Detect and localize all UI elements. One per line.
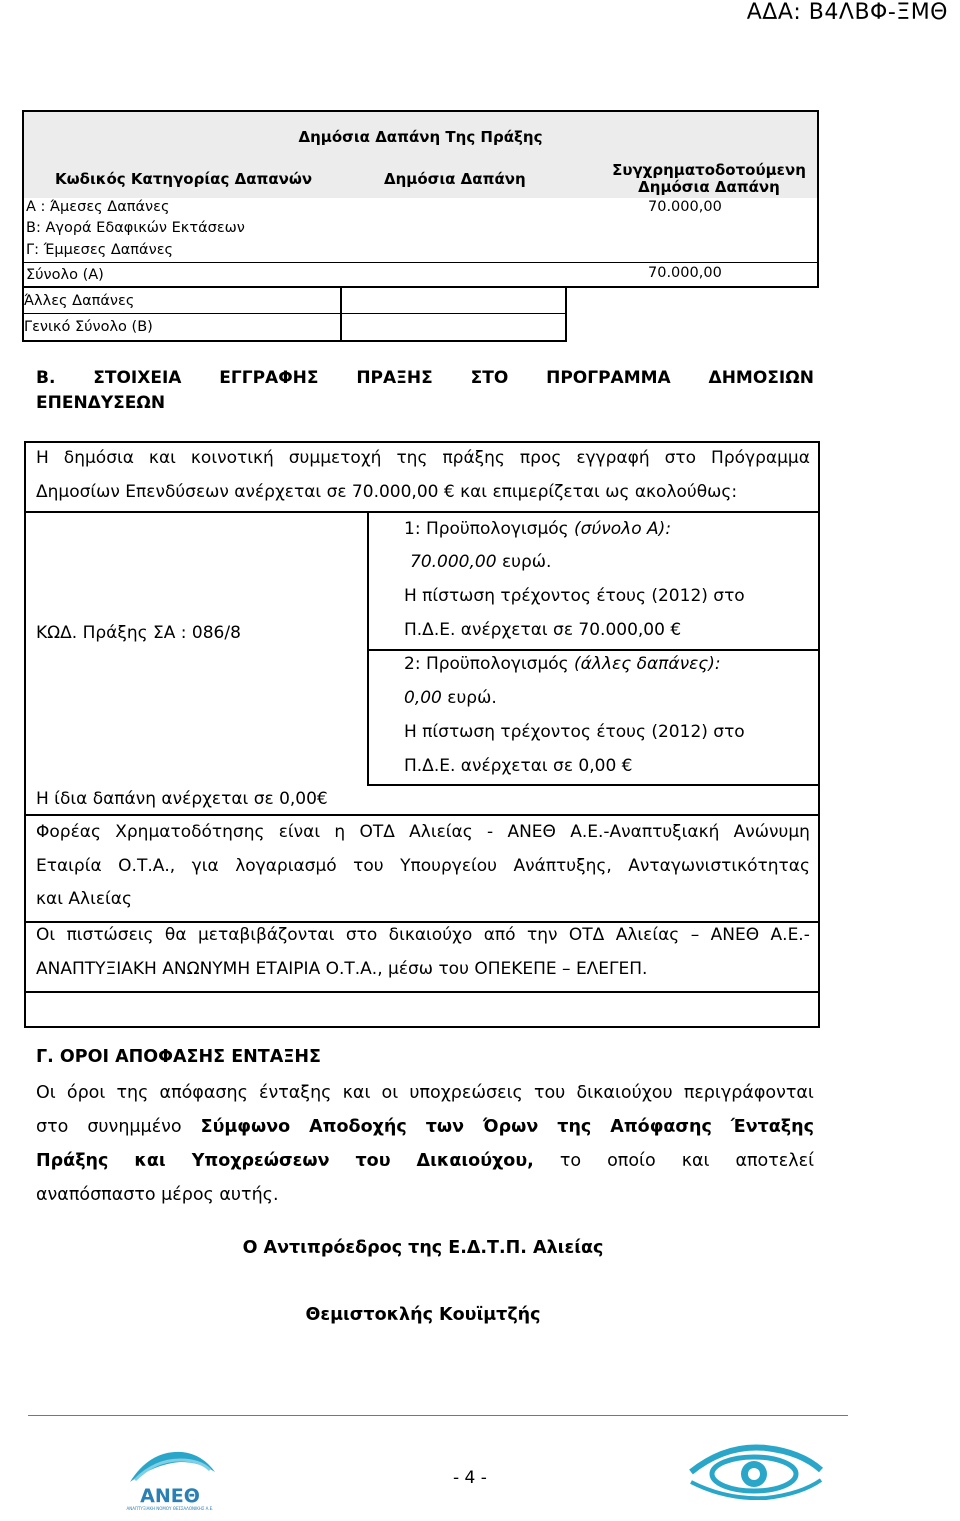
hr-budget-end bbox=[367, 784, 820, 786]
public-expenditure-table bbox=[22, 110, 819, 288]
funder-line3: και Αλιείας bbox=[36, 889, 132, 909]
funder-line2: Εταιρία Ο.Τ.Α., για λογαριασμό του Υπουργείου Ανάπτυξης, Ανταγωνιστικότητας bbox=[36, 856, 810, 876]
hr-kod-end bbox=[26, 814, 818, 816]
table-extension-bottom bbox=[22, 340, 567, 342]
budget1-amount: 70.000,00 ευρώ. bbox=[410, 552, 552, 572]
row-label-total-a: Σύνολο (Α) bbox=[26, 267, 104, 283]
signature-name: Θεμιστοκλής Κουϊμτζής bbox=[305, 1305, 541, 1325]
table-divider bbox=[24, 262, 817, 263]
table-extension-divider bbox=[22, 313, 567, 314]
hr-intro bbox=[26, 511, 818, 513]
signature-title: Ο Αντιπρόεδρος της Ε.Δ.Τ.Π. Αλιείας bbox=[242, 1238, 604, 1258]
funder-line1: Φορέας Χρηματοδότησης είναι η ΟΤΔ Αλιείας - ΑΝΕΘ Α.Ε.-Αναπτυξιακή Ανώνυμη bbox=[36, 822, 810, 842]
registration-box bbox=[24, 441, 820, 1028]
row-value-total-a: 70.000,00 bbox=[648, 265, 722, 281]
section-c-line2: στο συνημμένο Σύμφωνο Αποδοχής των Όρων της Απόφασης Ένταξης bbox=[36, 1117, 814, 1137]
section-c-line3: Πράξης και Υποχρεώσεων του Δικαιούχου, το οποίο και αποτελεί bbox=[36, 1151, 814, 1171]
row-label-c: Γ: Έμμεσες Δαπάνες bbox=[26, 242, 174, 258]
budget2-amount: 0,00 ευρώ. bbox=[404, 688, 497, 708]
row-value-a: 70.000,00 bbox=[648, 199, 722, 215]
budget1-credit: Η πίστωση τρέχοντος έτους (2012) στο bbox=[404, 586, 745, 606]
hr-budget-split bbox=[367, 649, 820, 651]
col-cofinanced-header: Συγχρηματοδοτούμενη Δημόσια Δαπάνη bbox=[612, 161, 806, 196]
row-label-other: Άλλες Δαπάνες bbox=[24, 293, 135, 309]
section-b-heading: Β. ΣΤΟΙΧΕΙΑ ΕΓΓΡΑΦΗΣ ΠΡΑΞΗΣ ΣΤΟ ΠΡΟΓΡΑΜΜΑ ΔΗΜΟΣΙΩΝ bbox=[36, 368, 814, 388]
intro-line1: Η δημόσια και κοινοτική συμμετοχή της πράξης προς εγγραφή στο Πρόγραμμα bbox=[36, 448, 810, 468]
budget2-pde: Π.Δ.Ε. ανέρχεται σε 0,00 € bbox=[404, 756, 633, 776]
row-label-b: Β: Αγορά Εδαφικών Εκτάσεων bbox=[26, 220, 245, 236]
row-label-grand-total: Γενικό Σύνολο (Β) bbox=[24, 319, 153, 335]
section-c-line4: αναπόσπαστο μέρος αυτής. bbox=[36, 1185, 279, 1205]
vr-split bbox=[367, 511, 369, 785]
aneth-logo bbox=[120, 1442, 220, 1512]
page-number: - 4 - bbox=[453, 1468, 487, 1488]
aneth-logo-text: ΑΝΕΘ bbox=[140, 1485, 200, 1507]
ada-code: ΑΔΑ: Β4ΛΒΦ-ΞΜΘ bbox=[746, 0, 948, 25]
hr-credits-end bbox=[26, 991, 818, 993]
hr-funder-end bbox=[26, 921, 818, 923]
budget1-title: 1: Προϋπολογισμός (σύνολο Α): bbox=[404, 519, 672, 539]
section-c-line1: Οι όροι της απόφασης ένταξης και οι υποχρεώσεις του δικαιούχου περιγράφονται bbox=[36, 1083, 814, 1103]
intro-line2: Δημοσίων Επενδύσεων ανέρχεται σε 70.000,00 € και επιμερίζεται ως ακολούθως: bbox=[36, 482, 738, 502]
section-c-title: Γ. ΟΡΟΙ ΑΠΟΦΑΣΗΣ ΕΝΤΑΞΗΣ bbox=[36, 1047, 321, 1067]
eye-icon bbox=[686, 1442, 826, 1500]
aneth-logo-icon bbox=[120, 1442, 220, 1512]
budget1-pde: Π.Δ.Ε. ανέρχεται σε 70.000,00 € bbox=[404, 620, 682, 640]
col-category-header: Κωδικός Κατηγορίας Δαπανών bbox=[55, 170, 313, 188]
kod-label: ΚΩΔ. Πράξης ΣΑ : 086/8 bbox=[36, 623, 241, 643]
row-label-a: Α : Άμεσες Δαπάνες bbox=[26, 199, 170, 215]
budget2-title: 2: Προϋπολογισμός (άλλες δαπάνες): bbox=[404, 654, 721, 674]
section-b-heading-line2: ΕΠΕΝΔΥΣΕΩΝ bbox=[36, 393, 166, 413]
table-extension-box bbox=[340, 286, 567, 342]
eye-logo bbox=[686, 1442, 826, 1500]
budget2-credit: Η πίστωση τρέχοντος έτους (2012) στο bbox=[404, 722, 745, 742]
aneth-logo-sub: ΑΝΑΠΤΥΞΙΑΚΗ ΝΟΜΟΥ ΘΕΣΣΑΛΟΝΙΚΗΣ Α.Ε. bbox=[126, 1506, 214, 1511]
same-cost: Η ίδια δαπάνη ανέρχεται σε 0,00€ bbox=[36, 789, 328, 809]
table-caption: Δημόσια Δαπάνη Της Πράξης bbox=[298, 128, 543, 146]
col-public-header: Δημόσια Δαπάνη bbox=[384, 170, 526, 188]
credits-line2: ΑΝΑΠΤΥΞΙΑΚΗ ΑΝΩΝΥΜΗ ΕΤΑΙΡΙΑ Ο.Τ.Α., μέσω του ΟΠΕΚΕΠΕ – ΕΛΕΓΕΠ. bbox=[36, 959, 648, 979]
credits-line1: Οι πιστώσεις θα μεταβιβάζονται στο δικαιούχο από την ΟΤΔ Αλιείας – ΑΝΕΘ Α.Ε.- bbox=[36, 925, 810, 945]
footer-rule bbox=[28, 1415, 848, 1416]
